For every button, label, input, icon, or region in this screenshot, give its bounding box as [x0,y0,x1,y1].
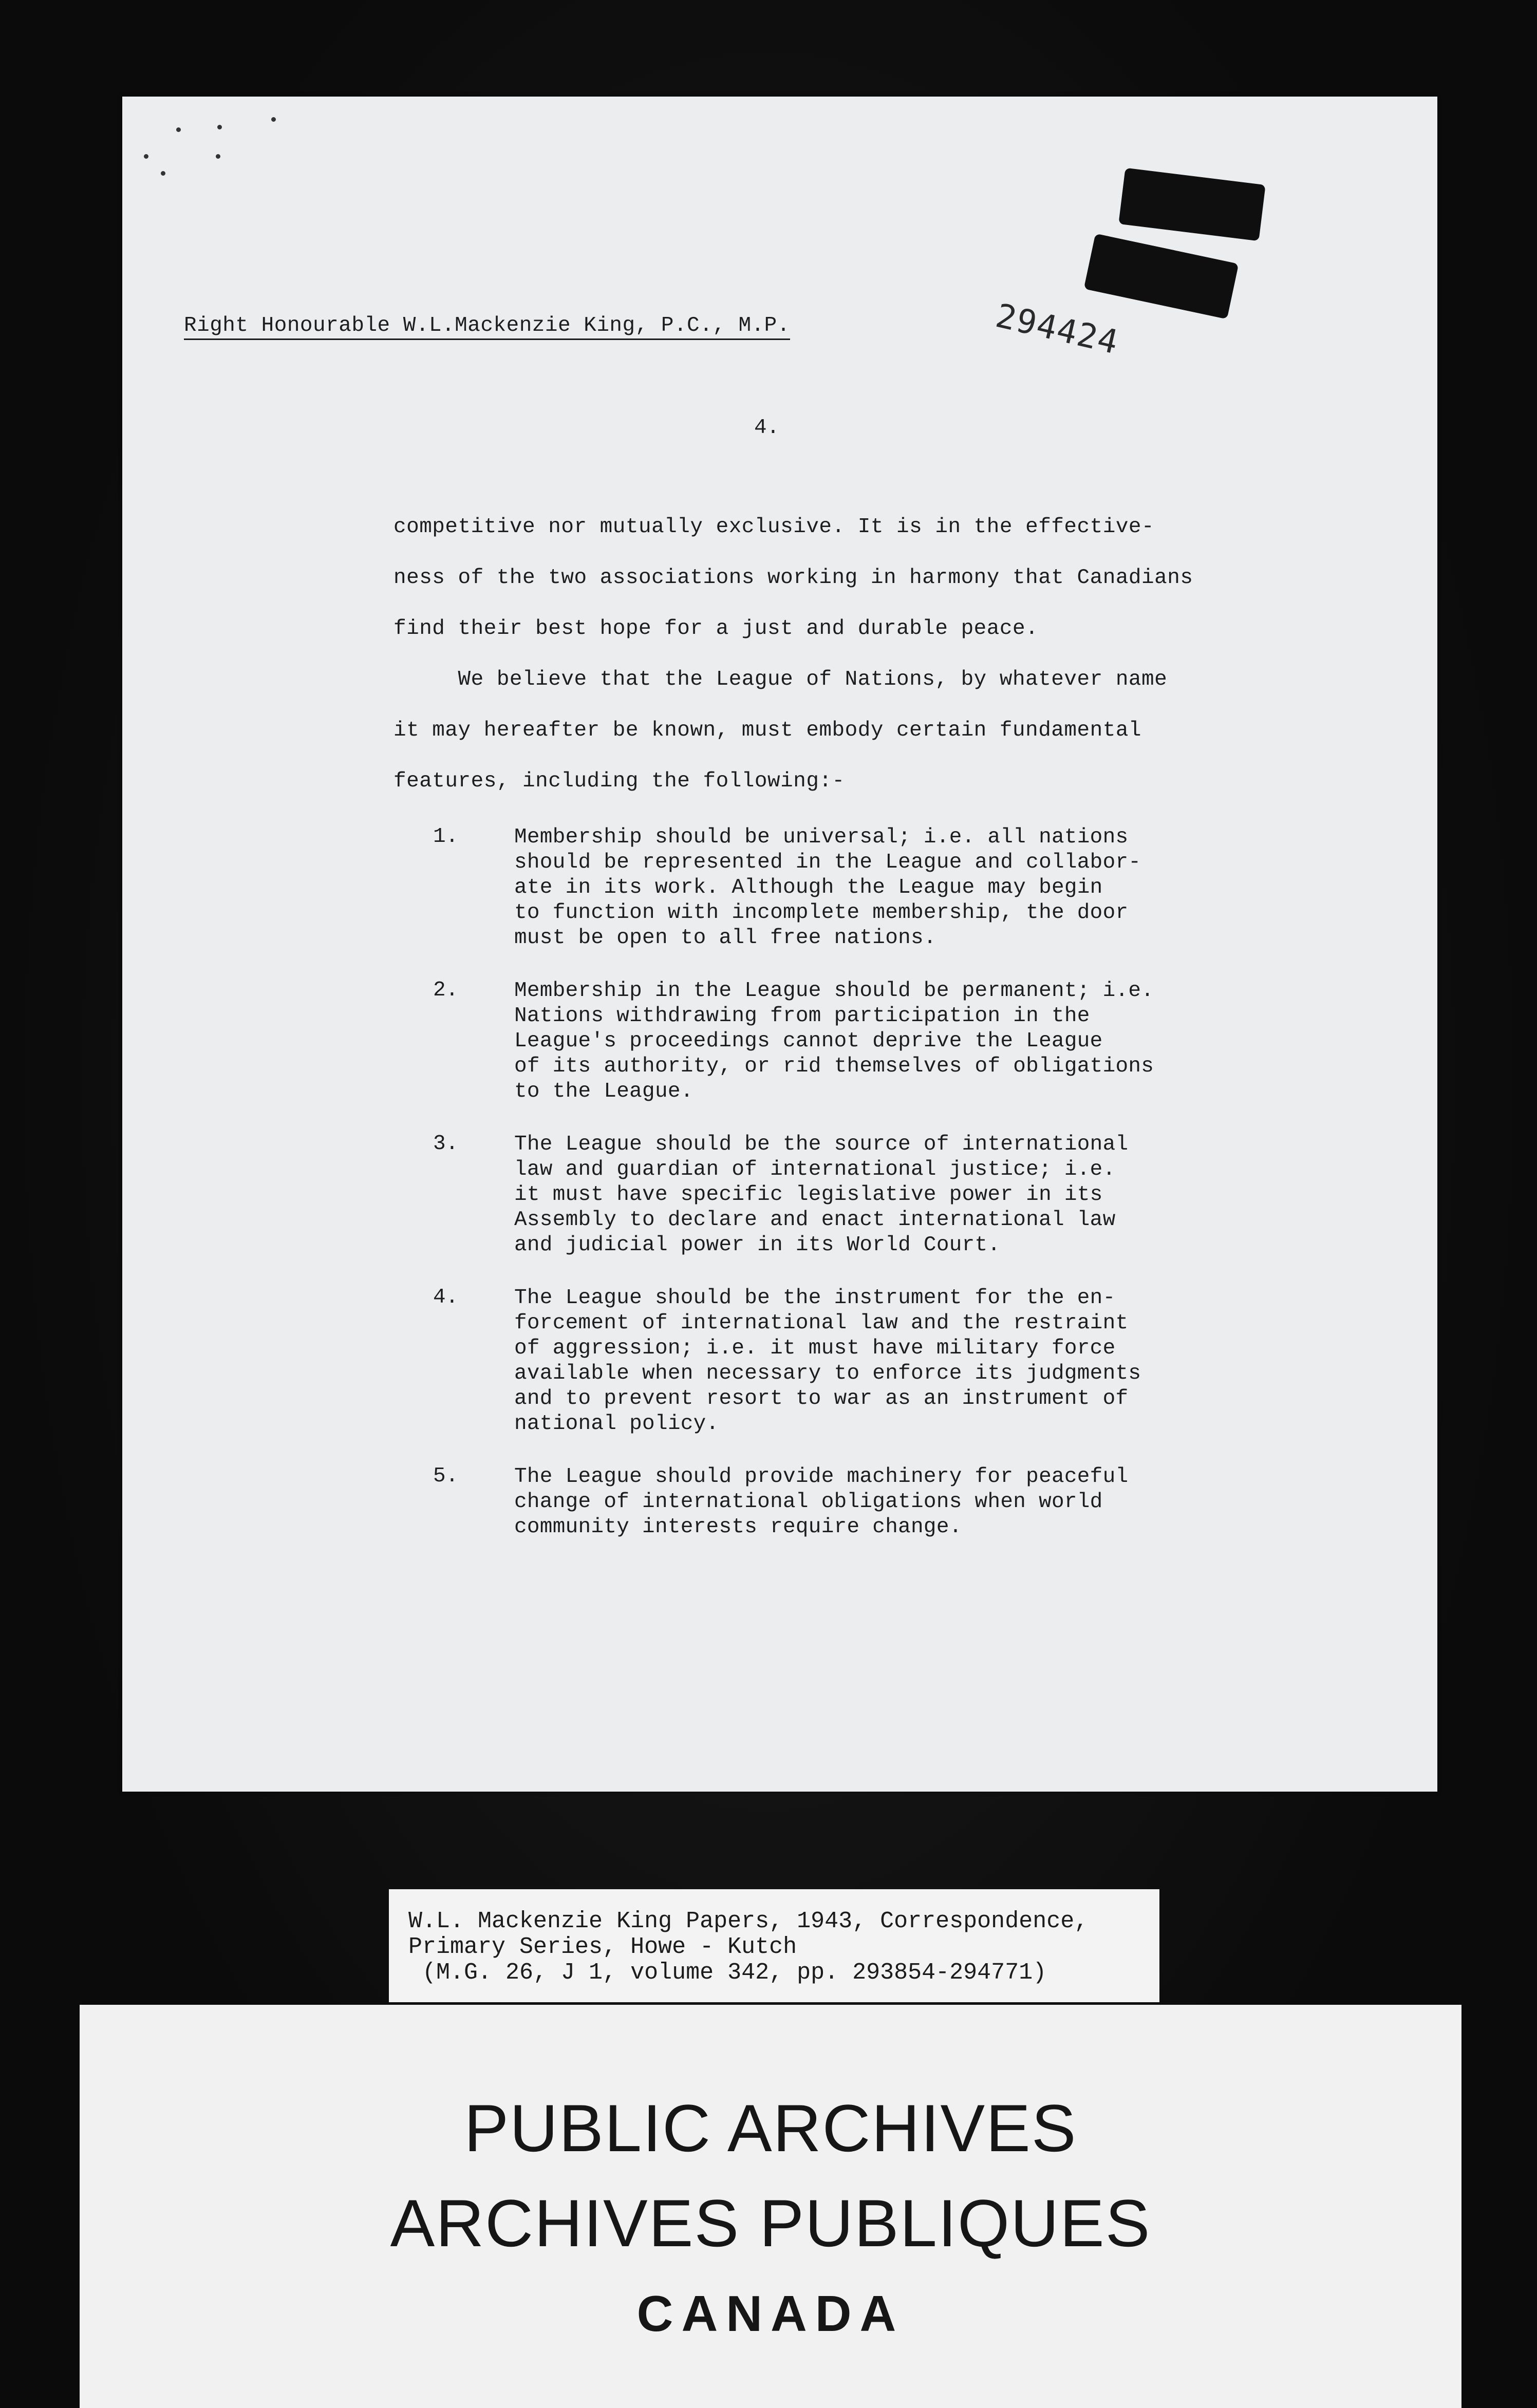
list-item-text: The League should provide machinery for peaceful change of international obligations when world community interests require change. [514,1465,1129,1539]
archives-title-fr: ARCHIVES PUBLIQUES [390,2186,1151,2261]
list-item-text: The League should be the instrument for the en- forcement of international law and the restraint of aggression; i.e. it must have military force available when necessary to enforce its judgments and to prevent resort to war as an instrument of national policy. [514,1286,1141,1436]
paragraph-line: ness of the two associations working in harmony that Canadians [393,566,1193,590]
paragraph-line: find their best hope for a just and durable peace. [393,617,1039,641]
citation-line: W.L. Mackenzie King Papers, 1943, Correspondence, [408,1908,1089,1934]
list-item-number: 4. [433,1286,459,1309]
archives-title-en: PUBLIC ARCHIVES [464,2091,1077,2166]
letter-page [122,97,1437,1792]
paragraph-line: competitive nor mutually exclusive. It is in the effective- [393,515,1155,539]
list-item-text: The League should be the source of international law and guardian of international justice; i.e. it must have specific legislative power in its Assembly to declare and enact international law and judicial power in its World Court. [514,1133,1129,1257]
document-number-stamp: 294424 [992,297,1122,362]
citation-label [389,1889,1159,2002]
list-item-text: Membership should be universal; i.e. all nations should be represented in the League and collabor- ate in its work. Although the League may begin to function with incomplete membership, the door must be open to all free nations. [514,825,1141,950]
list-item-number: 2. [433,979,459,1002]
ink-speck [144,154,148,159]
citation-line: Primary Series, Howe - Kutch [408,1934,797,1960]
list-item-number: 3. [433,1132,459,1156]
list-item-text: Membership in the League should be permanent; i.e. Nations withdrawing from participation in the League's proceedings cannot deprive the League of its authority, or rid themselves of obligations to the League. [514,979,1154,1103]
ink-speck [176,127,181,132]
paragraph-line: it may hereafter be known, must embody certain fundamental [393,719,1142,742]
list-item-number: 1. [433,825,459,849]
ink-speck [217,125,222,129]
redaction-bar [1084,234,1239,319]
archives-country: CANADA [636,2285,905,2342]
citation-line: (M.G. 26, J 1, volume 342, pp. 293854-294771) [408,1960,1047,1986]
paragraph-line: We believe that the League of Nations, by whatever name [393,668,1168,691]
ink-speck [216,154,220,159]
archives-card [80,2005,1461,2408]
addressee-line: Right Honourable W.L.Mackenzie King, P.C., M.P. [184,314,790,340]
list-item-number: 5. [433,1464,459,1488]
ink-speck [161,171,165,176]
paragraph-line: features, including the following:- [393,769,845,793]
page-number: 4. [754,416,780,440]
ink-speck [271,117,276,122]
redaction-bar [1118,168,1265,241]
